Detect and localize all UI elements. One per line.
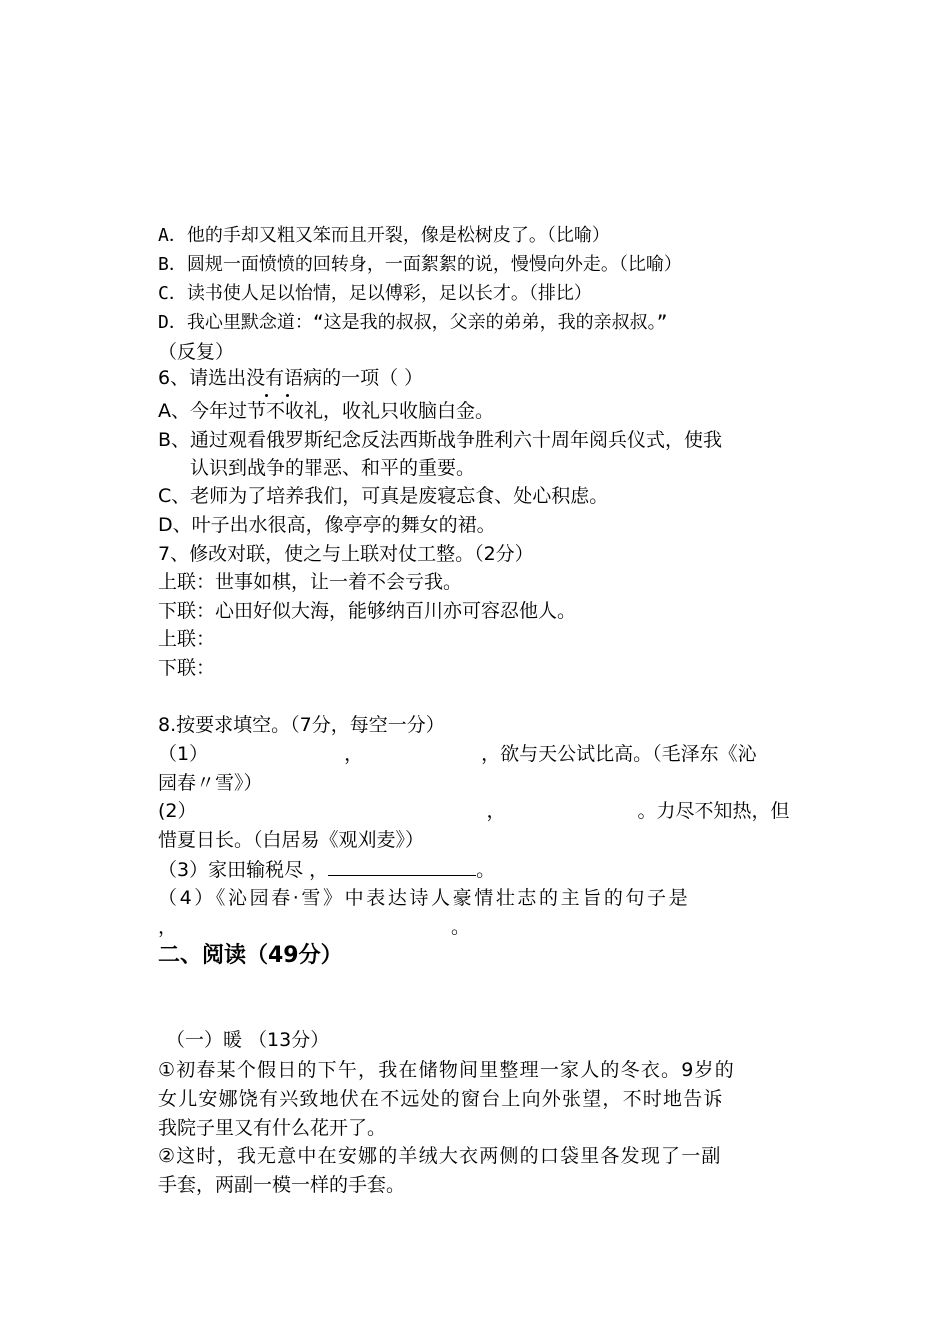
q8-item-4-end: 。 [451,916,471,938]
passage-paragraph-1-line-1: ①初春某个假日的下午，我在储物间里整理一家人的冬衣。9岁的 [158,1059,735,1081]
q6-stem: 6、请选出没有语病的一项（ ） [158,367,424,389]
q8-item-1-comma: ， [344,743,364,765]
q5-option-c: C．读书使人足以怡情，足以傅彩，足以长才。（排比） [158,283,592,304]
passage-paragraph-2-line-2: 手套，两副一模一样的手套。 [158,1174,406,1196]
q8-item-2-cont: 惜夏日长。（白居易《观刈麦》） [158,829,425,851]
q8-item-2-label: (2） [158,800,197,822]
q7-stem: 7、修改对联，使之与上联对仗工整。（2分） [158,543,534,565]
section-title: 二、阅读（49分） [158,943,343,968]
q8-item-1-cont: 园春〃雪》） [158,772,263,794]
q7-lower-answer: 下联： [158,657,216,679]
q5-option-d-tag: （反复） [158,341,235,363]
q6-option-b: B、通过观看俄罗斯纪念反法西斯战争胜利六十周年阅兵仪式，使我 [158,429,723,451]
passage-paragraph-2-line-1: ②这时，我无意中在安娜的羊绒大衣两侧的口袋里各发现了一副 [158,1145,722,1167]
q7-upper-given: 上联：世事如棋，让一着不会亏我。 [158,571,463,593]
q7-lower-given: 下联：心田好似大海，能够纳百川亦可容忍他人。 [158,600,577,622]
q8-item-2-comma: ， [486,800,506,822]
q8-item-4: （4）《沁园春·雪》中表达诗人豪情壮志的主旨的句子是 [158,887,691,909]
q8-item-3 [158,855,798,884]
q8-stem: 8.按要求填空。（7分，每空一分） [158,714,445,736]
passage-paragraph-1-line-2: 女儿安娜饶有兴致地伏在不远处的窗台上向外张望，不时地告诉 [158,1088,724,1110]
answer-blank-underline[interactable] [328,855,476,876]
q8-item-1-text: ，欲与天公试比高。（毛泽东《沁 [481,743,757,765]
q8-item-4-comma: ， [158,916,178,938]
q8-item-2-text: 。力尽不知热，但 [637,800,790,822]
q6-option-a: A、今年过节不收礼，收礼只收脑白金。 [158,400,494,422]
q5-option-a: A．他的手却又粗又笨而且开裂，像是松树皮了。（比喻） [158,225,610,246]
passage-subtitle: （一）暖 （13分） [166,1029,330,1051]
q6-option-b-cont: 认识到战争的罪恶、和平的重要。 [190,457,476,479]
q8-item-4-cont [158,913,798,941]
q8-item-1 [158,740,798,768]
q6-option-d: D、叶子出水很高，像亭亭的舞女的裙。 [158,514,496,536]
q6-option-c: C、老师为了培养我们，可真是废寝忘食、处心积虑。 [158,485,609,507]
q8-item-1-label: （1） [158,743,209,765]
q5-option-d: D．我心里默念道：“这是我的叔叔，父亲的弟弟，我的亲叔叔。” [158,312,668,333]
q8-item-3-text: （3）家田输税尽 ， [158,859,329,881]
q7-upper-answer: 上联： [158,628,216,650]
q8-item-3-end: 。 [476,859,496,881]
passage-paragraph-1-line-3: 我院子里又有什么花开了。 [158,1117,387,1139]
q5-option-b: B．圆规一面愤愤的回转身，一面絮絮的说，慢慢向外走。（比喻） [158,254,682,275]
q8-item-2 [158,797,798,825]
